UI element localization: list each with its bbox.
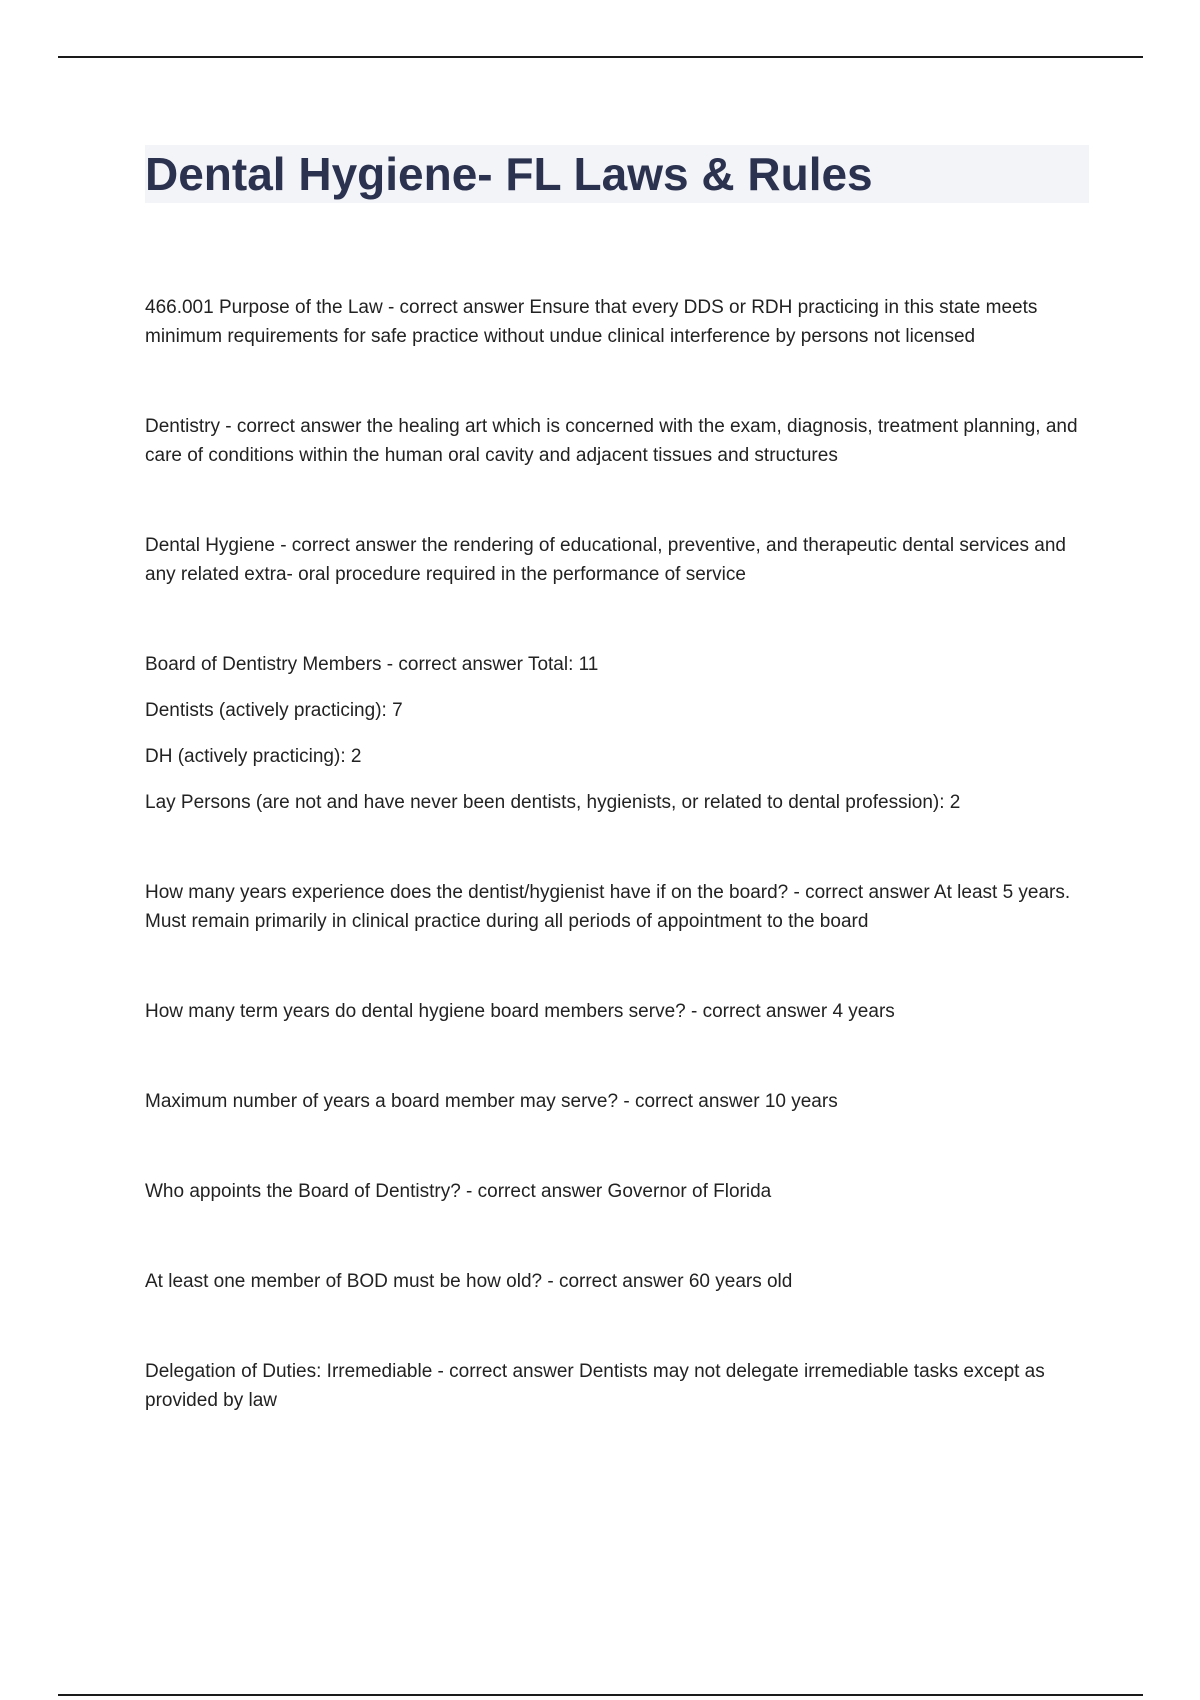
qa-entry: [145, 412, 1095, 470]
qa-entry: [145, 878, 1095, 936]
qa-text: Board of Dentistry Members - correct answer Total: 11: [145, 654, 599, 675]
qa-entry: [145, 1357, 1095, 1415]
qa-subline: Lay Persons (are not and have never been dentists, hygienists, or related to dental profession): 2: [145, 792, 961, 813]
qa-text: Dental Hygiene - correct answer the rendering of educational, preventive, and therapeutic dental services and any related extra- oral procedure required in the performance of service: [145, 535, 1066, 585]
document-body: [145, 293, 1095, 1476]
bottom-divider: [58, 1694, 1143, 1696]
qa-entry: [145, 997, 1095, 1026]
qa-text: At least one member of BOD must be how old? - correct answer 60 years old: [145, 1271, 793, 1292]
qa-text: Maximum number of years a board member may serve? - correct answer 10 years: [145, 1091, 838, 1112]
qa-text: Delegation of Duties: Irremediable - correct answer Dentists may not delegate irremediable tasks except as provided by law: [145, 1361, 1045, 1411]
qa-entry: [145, 1177, 1095, 1206]
qa-entry: [145, 650, 1095, 817]
qa-subline: Dentists (actively practicing): 7: [145, 700, 403, 721]
qa-text: How many years experience does the dentist/hygienist have if on the board? - correct answer At least 5 years. Must remain primarily in clinical practice during all periods of appointment to the board: [145, 882, 1071, 932]
qa-entry: [145, 293, 1095, 351]
qa-subline: DH (actively practicing): 2: [145, 746, 362, 767]
qa-text: Who appoints the Board of Dentistry? - correct answer Governor of Florida: [145, 1181, 772, 1202]
qa-text: 466.001 Purpose of the Law - correct answer Ensure that every DDS or RDH practicing in this state meets minimum requirements for safe practice without undue clinical interference by persons not licensed: [145, 297, 1038, 347]
qa-text: How many term years do dental hygiene board members serve? - correct answer 4 years: [145, 1001, 895, 1022]
qa-entry: [145, 1087, 1095, 1116]
top-divider: [58, 56, 1143, 58]
qa-entry: [145, 531, 1095, 589]
qa-text: Dentistry - correct answer the healing art which is concerned with the exam, diagnosis, treatment planning, and care of conditions within the human oral cavity and adjacent tissues and structures: [145, 416, 1078, 466]
document-title: Dental Hygiene- FL Laws & Rules: [145, 148, 873, 200]
qa-entry: [145, 1267, 1095, 1296]
